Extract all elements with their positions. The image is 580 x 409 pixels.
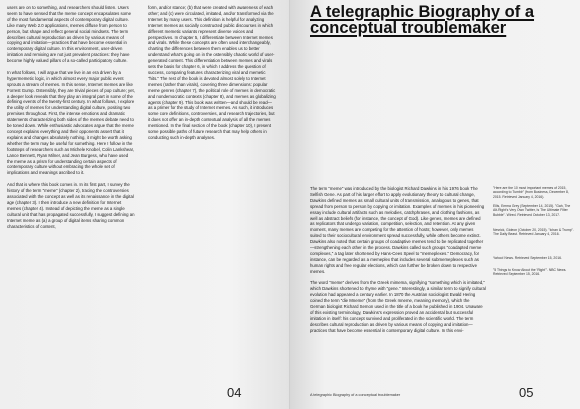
margin-note: Yahoo! News. Retrieved September 15, 2016. [493, 256, 562, 260]
left-column-2 [148, 5, 276, 147]
paragraph: The term "meme" was introduced by the biologist Richard Dawkins in his 1976 book The Selfish Gene. As part of his larger effort to apply evolutionary theory to cultural change, Dawkins defined memes as small cultural units of transmission, analogous to genes, that spread from person to person by copying or imitation. Examples of memes in his pioneering essay include cultural artifacts such as melodies, catchphrases, and clothing fashions, as well as abstract beliefs (for instance, the concept of God). Like genes, memes are defined as replicators that undergo variation, competition, selection, and retention. At any given moment, many memes are competing for the attention of hosts; however, only memes suited to their sociocultural environment spread successfully, while others become extinct. Dawkins also noted that certain groups of coadaptive memes tend to be replicated together—strengthening each other in the process. Dawkins called such groups "coadapted meme complexes," a tag later shortened by Hans-Cees Speel to "memeplexes." Democracy, for instance, can be regarded as a memeplex that includes several submemeplexes such as human rights and free regular elections, which can further be broken down to respective memes. [310, 186, 485, 274]
page-number-right: 05 [519, 385, 534, 400]
right-page [290, 0, 580, 409]
page-number-left: 04 [227, 385, 242, 400]
chapter-title: A telegraphic Biography of a conceptual troublemaker [310, 3, 535, 37]
paragraph: And that is where this book comes in. In its first part, I survey the history of the term "meme" (chapter 2), tracing the controversies associated with the concept as well as its renaissance in the digital age (chapter 3). I then introduce a new definition for Internet memes (chapter 4). Instead of depicting the meme as a single cultural unit that has propagated successfully, I suggest defining an Internet meme as (a) a group of digital items sharing common characteristics of content, [7, 182, 135, 229]
paragraph: The word "meme" derives from the Greek mimema, signifying "something which is imitated," which Dawkins shortened to rhyme with "gene." Interestingly, a similar term to signify cultural evolution had appeared a century earlier. In 1870 the Austrian sociologist Ewald Hering coined the term "die Mneme" (from the Greek mneme, meaning memory), which the German biologist Richard Semon used in the title of a book he published in 1904. Unaware of this existing terminology, Dawkins's expression proved an accidental but successful imitation in itself: his concept survived and proliferated in the scientific world. The term describes cultural reproduction as driven by various means of copying and imitation—practices that have become essential in contemporary digital culture. In this envi- [310, 280, 486, 333]
right-main-column [310, 186, 486, 340]
margin-note: "Here are the 10 most important memes of 2015, according to Tumblr" (from Business, December 8, 2015. Retrieved January 4, 2016). [493, 186, 569, 199]
running-footer: A telegraphic Biography of a conceptual troublemaker [310, 393, 401, 397]
margin-note: Nesrick, Gideon (October 20, 2015). "Ichan & Trump". The Daily Beast. Retrieved January 4, 2016. [493, 228, 574, 237]
paragraph: users are on to something, and researchers should listen. Users seem to have sensed that the meme concept encapsulates some of the most fundamental aspects of contemporary digital culture. Like many Web 2.0 applications, memes diffuse from person to person, but shape and reflect general social mindsets. The term describes cultural reproduction as driven by various means of copying and imitation—practices that have become essential in contemporary digital culture. In this environment, user-driven imitation and remixing are not just prevalent practices: they have become highly valued pillars of a so-called participatory culture. [7, 5, 131, 64]
margin-note: Ellis, Emma Grey (September 14, 2015). "Gah, The Alt-Right's Very Own Twitter, Is The Ultimate Filter Bubble". Wired. Retrieved October 13, 2017. [493, 204, 571, 217]
paragraph: In what follows, I will argue that we live in an era driven by a hypermemetic logic, in which almost every major public event sprouts a stream of memes. In this sense, Internet memes are like Forrest Gump. Ostensibly, they are trivial pieces of pop culture; yet, a deeper look reveals that they play an integral part in some of the defining events of the twenty-first century. In what follows, I explore the utility of memes for understanding digital culture, positing two premises throughout. First, the intense emotions and dramatic statements characterizing both sides of the memes debate need to be toned down. While enthusiastic advocates argue that the meme concept explains everything and their opponents assert that it explains and changes absolutely nothing, it might be worth asking whether the term may be useful for something. Here I follow in the footsteps of researchers such as Michele Knobel, Colin Lankshear, Lance Bennett, Ryan Milner, and Jean Burgess, who have used the meme as a prism for understanding certain aspects of contemporary culture without embracing the whole set of implications and meanings ascribed to it. [7, 69, 135, 176]
left-column-1 [7, 5, 135, 235]
paragraph: form, and/or stance; (b) that were created with awareness of each other; and (c) were circulated, imitated, and/or transformed via the Internet by many users. This definition is helpful for analyzing Internet memes as socially constructed public discourses in which different memetic variants represent diverse voices and perspectives. In chapter 5, I differentiate between Internet memes and virals. While these concepts are often used interchangeably, charting the differences between them enables us to better understand what's going on in the ostensibly chaotic world of user-generated content. This differentiation between memes and virals sets the basis for chapter 6, in which I address the question of success, comparing features characterizing viral and memetic "hits." The rest of the book is devoted almost solely to Internet memes (rather than virals), covering three dimensions: popular meme genres (chapter 7), the political role of memes in democratic and nondemocratic contexts (chapter 8), and memes as globalizing agents (chapter 9). This book was written—and should be read—as a primer for the study of Internet memes. As such, it introduces some core definitions, controversies, and research trajectories, but it does not offer an in-depth contextual analysis of all the memes mentioned. In the final section of the book (chapter 10), I present some possible paths of future research that may help others in conducting such in-depth analyses. [148, 5, 276, 140]
margin-note: "5 Things to Know About the 'Right'". NBC News. Retrieved September 15, 2016. [493, 268, 567, 277]
